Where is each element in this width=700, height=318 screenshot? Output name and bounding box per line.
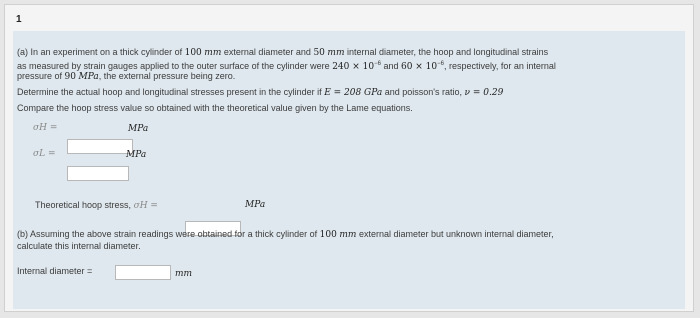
sigma-l-label: σL = bbox=[33, 149, 56, 159]
part-a-line-1: (a) In an experiment on a thick cylinder of 100 mm external diameter and 50 mm internal diameter, the hoop and longitudinal strains bbox=[17, 47, 549, 58]
internal-diameter-unit: mm bbox=[175, 269, 193, 279]
sigma-h-unit: MPa bbox=[128, 124, 149, 134]
question-card bbox=[4, 4, 694, 312]
theoretical-unit: MPa bbox=[245, 200, 266, 210]
theoretical-label: Theoretical hoop stress, σH = bbox=[35, 200, 158, 211]
part-a-line-2: as measured by strain gauges applied to the outer surface of the cylinder were $240 \times 10^{-6}$ and $60 \times 10^{-6}$, respectively, for an internal bbox=[17, 61, 556, 72]
question-number: 1 bbox=[16, 14, 22, 25]
sigma-h-input[interactable] bbox=[67, 139, 133, 154]
question-panel bbox=[13, 31, 685, 309]
part-b-line-1: (b) Assuming the above strain readings were obtained for a thick cylinder of 100 mm external diameter but unknown internal diameter, bbox=[17, 229, 554, 240]
part-a-line-5: Compare the hoop stress value so obtained with the theoretical value given by the Lame equations. bbox=[17, 103, 413, 113]
internal-diameter-label: Internal diameter = bbox=[17, 266, 93, 276]
sigma-h-label: σH = bbox=[33, 123, 58, 133]
part-a-line-3: pressure of 90 MPa, the external pressure being zero. bbox=[17, 71, 236, 82]
part-b-line-2: calculate this internal diameter. bbox=[17, 241, 141, 251]
sigma-l-unit: MPa bbox=[126, 150, 147, 160]
sigma-l-input[interactable] bbox=[67, 166, 129, 181]
internal-diameter-input[interactable] bbox=[115, 265, 171, 280]
part-a-line-4: Determine the actual hoop and longitudinal stresses present in the cylinder if E = 208 GPa and poisson's ratio, ν = 0.29 bbox=[17, 87, 504, 98]
